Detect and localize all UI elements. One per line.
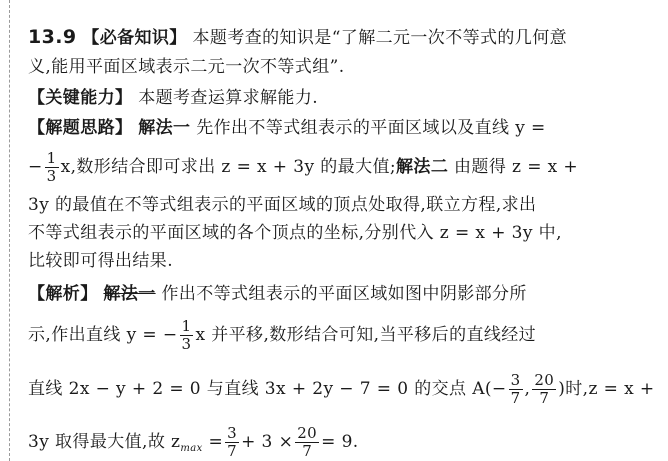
zmax-subscript: max — [180, 443, 203, 454]
line-9 — [28, 283, 658, 305]
solution-text-2a: 示,作出直线 y = − — [28, 325, 178, 345]
solution-text-4b: = — [208, 432, 224, 452]
tag-knowledge: 【必备知识】 — [82, 28, 187, 48]
line-2 — [28, 56, 658, 78]
line-10 — [28, 318, 658, 353]
solution-text-4d: = 9. — [321, 432, 359, 452]
approach-text-2a: x,数形结合即可求出 z = x + 3y 的最大值; — [60, 157, 397, 177]
fraction-point-x: $\frac{3}{7}$ — [510, 371, 521, 407]
tag-solution: 【解析】 — [28, 284, 98, 304]
line-7 — [28, 222, 658, 244]
line-5 — [28, 150, 658, 185]
approach-minus: − — [28, 157, 43, 177]
approach-method1-label: 解法一 — [138, 118, 191, 138]
fraction-one-third-2: $\frac{1}{3}$ — [181, 317, 192, 353]
question-number: 13.9 — [28, 26, 77, 48]
solution-comma: , — [524, 379, 531, 399]
tag-ability: 【关键能力】 — [28, 88, 133, 108]
line-8 — [28, 250, 658, 272]
solution-method-label: 解法一 — [103, 284, 156, 304]
tag-approach: 【解题思路】 — [28, 118, 133, 138]
line-6 — [28, 194, 658, 216]
line-1 — [28, 26, 658, 49]
knowledge-text-2: 义,能用平面区域表示二元一次不等式组”. — [28, 57, 345, 77]
fraction-answer-1: $\frac{3}{7}$ — [227, 424, 238, 460]
approach-text-3: 3y 的最值在不等式组表示的平面区域的顶点处取得,联立方程,求出 — [28, 195, 537, 215]
solution-text-2b: x 并平移,数形结合可知,当平移后的直线经过 — [195, 325, 537, 345]
line-12 — [28, 425, 658, 460]
approach-text-4: 不等式组表示的平面区域的各个顶点的坐标,分别代入 z = x + 3y 中, — [28, 223, 562, 243]
fraction-point-y: $\frac{20}{7}$ — [534, 371, 555, 407]
solution-text-4a: 3y 取得最大值,故 z — [28, 432, 181, 452]
line-11 — [28, 372, 658, 407]
solution-text-4c: + 3 × — [241, 432, 294, 452]
approach-method2-label: 解法二 — [396, 157, 449, 177]
solution-text-3a: 直线 2x − y + 2 = 0 与直线 3x + 2y − 7 = 0 的交点 A(− — [28, 379, 507, 399]
knowledge-text-1: 本题考查的知识是“了解二元一次不等式的几何意 — [192, 28, 568, 48]
approach-text-2b: 由题得 z = x + — [454, 157, 579, 177]
fraction-one-third: $\frac{1}{3}$ — [46, 149, 57, 185]
solution-text-3b: )时,z = x + — [558, 379, 655, 399]
solution-text-1: 作出不等式组表示的平面区域如图中阴影部分所 — [161, 284, 527, 304]
approach-text-5: 比较即可得出结果. — [28, 251, 174, 271]
line-4 — [28, 117, 658, 139]
fraction-answer-2: $\frac{20}{7}$ — [297, 424, 318, 460]
ability-text: 本题考查运算求解能力. — [138, 88, 319, 108]
line-3 — [28, 87, 658, 109]
margin-dashed-rule — [9, 0, 10, 461]
approach-text-1: 先作出不等式组表示的平面区域以及直线 y = — [196, 118, 546, 138]
